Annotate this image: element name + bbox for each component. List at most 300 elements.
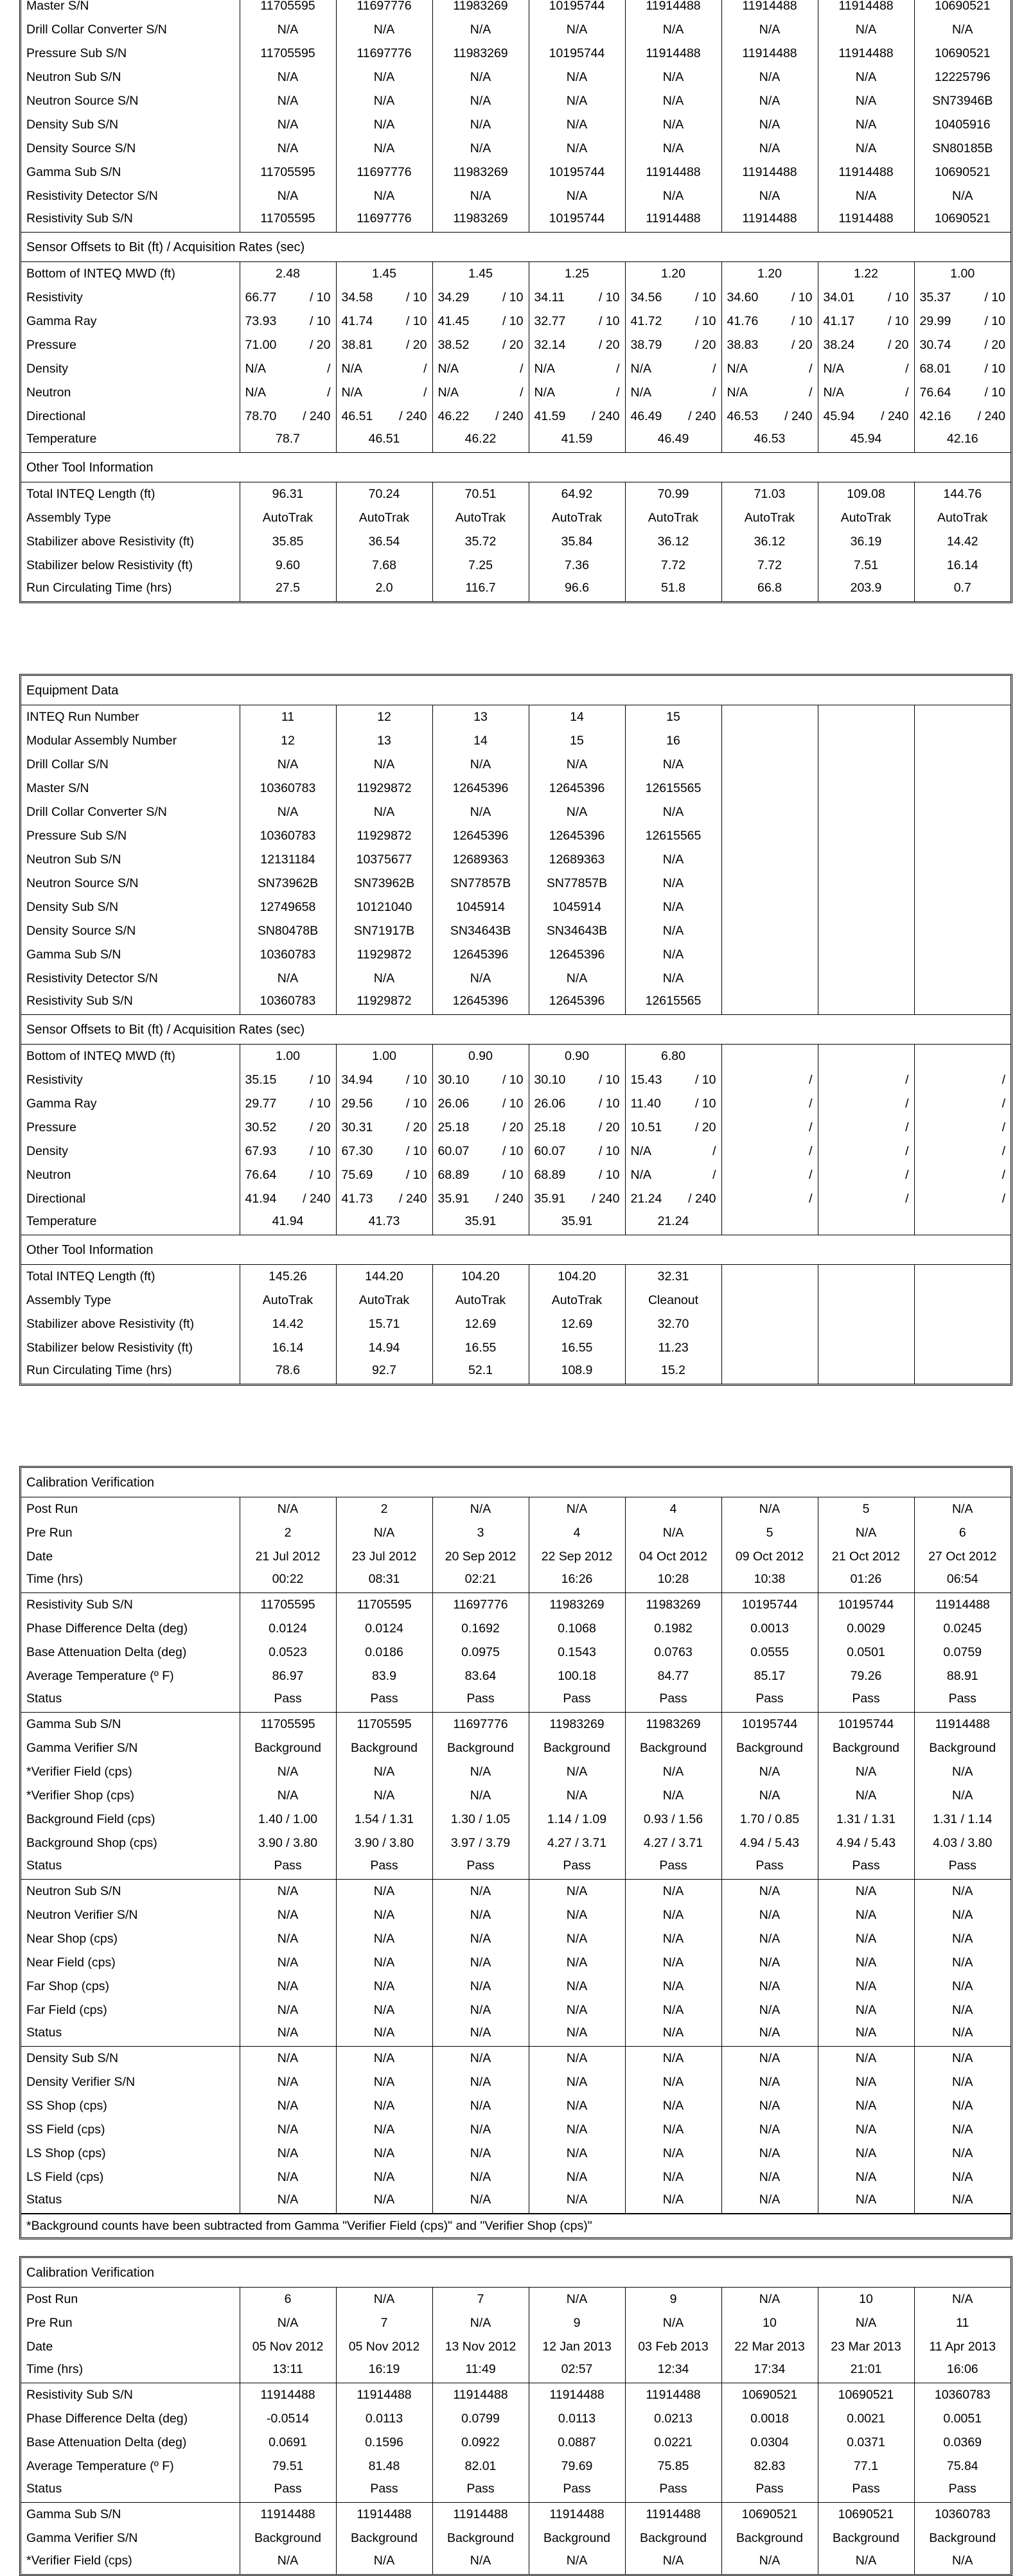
table-cell: N/A	[336, 2288, 432, 2311]
table-cell: 7.72	[721, 554, 818, 578]
table-cell: N/A	[914, 2166, 1011, 2189]
table-cell: N/A	[240, 2166, 336, 2189]
table-cell	[240, 1163, 336, 1187]
table-cell: N/A	[818, 1521, 914, 1545]
table-cell	[818, 381, 914, 405]
table-row	[21, 2455, 1011, 2478]
row-label: *Verifier Shop (cps)	[26, 1788, 134, 1803]
table-cell: 4.03 / 3.80	[914, 1831, 1011, 1855]
table-cell: 16	[625, 729, 721, 753]
rate-group	[406, 338, 427, 353]
table-cell	[914, 991, 1011, 1014]
table-group	[21, 1265, 1011, 1384]
table-cell: 0.1692	[432, 1617, 529, 1641]
value-rate-pair	[433, 338, 529, 353]
value-rate-pair	[722, 1168, 818, 1183]
offset-value: 34.29	[437, 290, 470, 304]
table-cell: 77.1	[818, 2455, 914, 2478]
table-cell: 3	[432, 1521, 529, 1545]
table-cell: N/A	[529, 2118, 625, 2142]
table-cell: 11914488	[721, 161, 818, 184]
row-label: Average Temperature (º F)	[26, 1669, 174, 1683]
rate-group	[688, 1192, 716, 1206]
table-row	[21, 1927, 1011, 1951]
value-rate-pair	[915, 338, 1011, 353]
table-cell: N/A	[336, 1521, 432, 1545]
table-cell: SN34643B	[529, 919, 625, 943]
table-cell: N/A	[240, 2311, 336, 2335]
row-label: Total INTEQ Length (ft)	[26, 1269, 155, 1284]
table-cell: N/A	[529, 2550, 625, 2574]
table-cell: 0.0371	[818, 2431, 914, 2455]
value-rate-pair	[915, 362, 1011, 376]
table-cell	[721, 800, 818, 824]
table-cell: N/A	[625, 1784, 721, 1808]
rate-separator: /	[309, 1144, 313, 1158]
table-cell: 7.25	[432, 554, 529, 578]
table-cell: Background	[432, 2527, 529, 2550]
table-cell: 05 Nov 2012	[336, 2335, 432, 2359]
row-label: Phase Difference Delta (deg)	[26, 1621, 188, 1636]
table-cell: N/A	[914, 2047, 1011, 2070]
rate-group	[791, 290, 813, 305]
rate-group	[592, 409, 619, 424]
table-cell	[432, 286, 529, 310]
table-cell: 10690521	[721, 2383, 818, 2407]
table-cell	[432, 1116, 529, 1140]
table-cell: 46.51	[336, 428, 432, 452]
table-cell: 9.60	[240, 554, 336, 578]
table-row	[21, 2478, 1011, 2502]
rate-value: 10	[509, 1168, 524, 1182]
table-cell: 82.83	[721, 2455, 818, 2478]
row-label: Time (hrs)	[26, 2362, 84, 2376]
rate-group	[905, 1144, 908, 1159]
table-cell: N/A	[721, 1975, 818, 1998]
rate-separator: /	[809, 1073, 813, 1087]
table-cell	[721, 310, 818, 333]
row-label: Stabilizer above Resistivity (ft)	[26, 1317, 195, 1331]
table-cell	[336, 1092, 432, 1116]
value-rate-pair	[240, 314, 336, 329]
table-cell	[818, 1360, 914, 1384]
table-cell: AutoTrak	[914, 506, 1011, 530]
offset-value: 30.52	[245, 1120, 277, 1134]
table-cell	[721, 405, 818, 428]
rate-separator: /	[327, 362, 331, 376]
row-label: Status	[26, 1858, 62, 1873]
table-cell	[914, 1289, 1011, 1312]
table-cell	[914, 919, 1011, 943]
table-cell: N/A	[529, 1497, 625, 1521]
offset-value: 78.70	[245, 409, 277, 423]
table-cell: 96.31	[240, 482, 336, 506]
table-cell: Pass	[240, 2478, 336, 2502]
table-row	[21, 1336, 1011, 1360]
table-cell: 11914488	[529, 2503, 625, 2527]
table-cell	[818, 967, 914, 991]
offset-value: N/A	[727, 362, 748, 376]
table-row	[21, 848, 1011, 872]
row-label: Density Source S/N	[26, 141, 136, 155]
table-cell: 13	[432, 705, 529, 729]
table-cell	[721, 1312, 818, 1336]
table-cell	[818, 777, 914, 800]
table-cell: 3.97 / 3.79	[432, 1831, 529, 1855]
row-label: Neutron Sub S/N	[26, 1884, 121, 1898]
table-cell: N/A	[818, 1927, 914, 1951]
table-cell: 4.94 / 5.43	[721, 1831, 818, 1855]
table-cell: 08:31	[336, 1569, 432, 1592]
offset-value: 46.49	[630, 409, 662, 423]
table-cell: 11705595	[240, 0, 336, 18]
rate-group	[599, 1144, 620, 1159]
table-row	[21, 1092, 1011, 1116]
rate-group	[1002, 1144, 1005, 1159]
offset-value: 35.15	[245, 1073, 277, 1087]
table-row	[21, 1664, 1011, 1688]
table-cell: N/A	[818, 113, 914, 137]
table-cell: 10690521	[721, 2503, 818, 2527]
table-cell: N/A	[625, 113, 721, 137]
rate-group	[599, 1073, 620, 1088]
rate-group	[406, 1097, 427, 1111]
table-cell	[721, 991, 818, 1014]
rate-separator: /	[694, 1097, 699, 1111]
table-cell: N/A	[818, 2550, 914, 2574]
rate-separator: /	[502, 1144, 506, 1158]
table-cell: 10690521	[914, 0, 1011, 18]
row-label: Far Field (cps)	[26, 2003, 107, 2017]
table-cell	[818, 1092, 914, 1116]
offset-value: 42.16	[919, 409, 951, 423]
table-cell	[625, 333, 721, 357]
row-label: Resistivity Sub S/N	[26, 1598, 133, 1612]
table-cell: N/A	[432, 2094, 529, 2118]
value-rate-pair	[818, 1168, 914, 1183]
section-title: Equipment Data	[21, 676, 1011, 705]
value-rate-pair	[915, 314, 1011, 329]
table-cell: N/A	[240, 1903, 336, 1927]
row-label: Gamma Ray	[26, 1097, 97, 1111]
table-cell: N/A	[625, 800, 721, 824]
table-row	[21, 1784, 1011, 1808]
table-cell: N/A	[432, 2047, 529, 2070]
footnote: *Background counts have been subtracted from Gamma "Verifier Field (cps)" and "Verifier Shop (cps)"	[21, 2214, 1011, 2237]
offset-value: N/A	[630, 385, 652, 400]
table-cell: N/A	[529, 1880, 625, 1903]
rate-group	[406, 1120, 427, 1135]
rate-separator: /	[1002, 1192, 1005, 1206]
table-cell	[721, 1045, 818, 1068]
rate-separator: /	[309, 1097, 313, 1111]
value-rate-pair	[818, 1097, 914, 1111]
offset-value: 21.24	[630, 1192, 662, 1206]
rate-value: 10	[509, 314, 524, 328]
table-cell: 0.0975	[432, 1641, 529, 1664]
value-rate-pair	[433, 409, 529, 424]
table-row	[21, 991, 1011, 1014]
table-row	[21, 1975, 1011, 1998]
row-label: LS Shop (cps)	[26, 2146, 106, 2160]
table-cell: 23 Jul 2012	[336, 1545, 432, 1569]
table-cell: N/A	[625, 2070, 721, 2094]
table-cell: 10195744	[721, 1713, 818, 1736]
table-cell: N/A	[336, 2550, 432, 2574]
table-cell: N/A	[432, 184, 529, 208]
table-cell	[625, 1092, 721, 1116]
rate-group	[502, 1097, 524, 1111]
table-cell: N/A	[529, 2094, 625, 2118]
table-cell: Pass	[529, 1855, 625, 1879]
row-label: Pressure	[26, 338, 77, 352]
rate-separator: /	[598, 290, 603, 304]
table-cell: N/A	[818, 184, 914, 208]
table-cell	[914, 310, 1011, 333]
table-cell: 15.71	[336, 1312, 432, 1336]
table-cell: N/A	[529, 1903, 625, 1927]
value-rate-pair	[529, 1144, 625, 1159]
value-rate-pair	[722, 409, 818, 424]
rate-value: 20	[412, 1120, 427, 1134]
table-cell: 11705595	[336, 1713, 432, 1736]
data-table	[21, 2383, 1011, 2502]
data-table	[21, 0, 1011, 232]
table-cell	[721, 1187, 818, 1211]
rate-value: 20	[702, 1120, 716, 1134]
rate-group	[905, 1097, 908, 1111]
table-cell: 16.55	[432, 1336, 529, 1360]
value-rate-pair	[915, 1097, 1011, 1111]
table-cell: N/A	[336, 137, 432, 161]
table-cell: 10360783	[240, 991, 336, 1014]
rate-group	[327, 385, 330, 400]
table-cell: N/A	[721, 1880, 818, 1903]
rate-group	[784, 409, 812, 424]
table-cell: 11983269	[432, 208, 529, 232]
rate-separator: /	[905, 1120, 909, 1134]
table-cell: 35.84	[529, 530, 625, 554]
row-label: Bottom of INTEQ MWD (ft)	[26, 267, 175, 281]
table-cell: 11983269	[432, 161, 529, 184]
table-row	[21, 333, 1011, 357]
table-cell: N/A	[336, 1951, 432, 1975]
rate-group	[599, 338, 620, 353]
table-row	[21, 208, 1011, 232]
table-cell: 7.36	[529, 554, 625, 578]
rate-separator: /	[502, 1073, 506, 1087]
offset-value: 46.53	[727, 409, 759, 423]
calibration-verification-section-1	[19, 1466, 1012, 2239]
rate-separator: /	[905, 1144, 909, 1158]
table-cell: N/A	[240, 2070, 336, 2094]
offset-value: N/A	[630, 1168, 652, 1182]
table-cell: N/A	[721, 113, 818, 137]
value-rate-pair	[915, 1120, 1011, 1135]
table-cell: 35.91	[529, 1211, 625, 1235]
table-cell: Background	[336, 1736, 432, 1760]
offset-value: N/A	[437, 362, 459, 376]
table-cell: 0.0799	[432, 2407, 529, 2431]
table-cell	[529, 1092, 625, 1116]
table-row	[21, 1998, 1011, 2022]
table-cell: 11705595	[240, 42, 336, 66]
table-row	[21, 18, 1011, 42]
table-cell: N/A	[625, 2311, 721, 2335]
offset-value: 35.37	[919, 290, 951, 304]
row-label: Neutron Verifier S/N	[26, 1908, 138, 1922]
table-cell: 3.90 / 3.80	[240, 1831, 336, 1855]
table-cell	[818, 286, 914, 310]
table-row	[21, 2142, 1011, 2166]
table-cell: 11	[240, 705, 336, 729]
table-cell: N/A	[914, 2070, 1011, 2094]
table-cell: N/A	[914, 1880, 1011, 1903]
table-cell: 0.0523	[240, 1641, 336, 1664]
row-label: Base Attenuation Delta (deg)	[26, 2435, 187, 2449]
table-cell: N/A	[432, 967, 529, 991]
table-cell: N/A	[625, 753, 721, 777]
rate-group	[978, 409, 1005, 424]
row-label: Drill Collar S/N	[26, 757, 109, 772]
rate-separator: /	[405, 314, 410, 328]
table-cell: N/A	[818, 66, 914, 89]
table-cell: 4.94 / 5.43	[818, 1831, 914, 1855]
table-cell: 12131184	[240, 848, 336, 872]
table-row	[21, 2311, 1011, 2335]
rate-group	[791, 338, 813, 353]
table-cell	[914, 705, 1011, 729]
table-cell: N/A	[914, 2118, 1011, 2142]
rate-value: 20	[316, 1120, 331, 1134]
table-cell	[818, 943, 914, 967]
table-cell: 42.16	[914, 428, 1011, 452]
table-cell	[240, 405, 336, 428]
row-label: Pressure Sub S/N	[26, 46, 127, 60]
table-cell: N/A	[818, 2047, 914, 2070]
table-row	[21, 1855, 1011, 1879]
table-cell: N/A	[240, 89, 336, 113]
row-label: SS Field (cps)	[26, 2122, 105, 2137]
table-cell: N/A	[529, 1951, 625, 1975]
table-cell	[914, 800, 1011, 824]
rate-group	[809, 1168, 812, 1183]
rate-group	[406, 1073, 427, 1088]
table-cell: N/A	[432, 18, 529, 42]
table-cell: 35.72	[432, 530, 529, 554]
offset-value: N/A	[823, 385, 845, 400]
table-row	[21, 1045, 1011, 1068]
offset-value: 41.72	[630, 314, 662, 328]
table-cell: N/A	[818, 18, 914, 42]
rate-value: 10	[894, 314, 909, 328]
rate-group	[502, 1120, 524, 1135]
table-row	[21, 777, 1011, 800]
offset-value: 30.10	[534, 1073, 566, 1087]
table-cell: 21 Oct 2012	[818, 1545, 914, 1569]
table-cell: Pass	[240, 1855, 336, 1879]
row-label: Directional	[26, 1192, 86, 1206]
value-rate-pair	[915, 1192, 1011, 1206]
table-cell: N/A	[240, 2047, 336, 2070]
table-cell: 1.00	[914, 262, 1011, 286]
table-row	[21, 1497, 1011, 1521]
row-label: Neutron Source S/N	[26, 876, 139, 890]
rate-separator: /	[423, 385, 427, 400]
table-cell: 11 Apr 2013	[914, 2335, 1011, 2359]
rate-separator: /	[399, 409, 403, 423]
table-cell: N/A	[914, 1951, 1011, 1975]
row-label: Post Run	[26, 2292, 78, 2306]
rate-group	[888, 290, 909, 305]
value-rate-pair	[240, 1168, 336, 1183]
rate-value: 20	[702, 338, 716, 352]
table-cell: Pass	[625, 1855, 721, 1879]
offset-value: 41.17	[823, 314, 855, 328]
table-row	[21, 1163, 1011, 1187]
table-cell: 13 Nov 2012	[432, 2335, 529, 2359]
table-row	[21, 2335, 1011, 2359]
table-cell: 5	[818, 1497, 914, 1521]
value-rate-pair	[626, 1073, 721, 1088]
table-cell: N/A	[914, 1903, 1011, 1927]
table-cell: 0.1982	[625, 1617, 721, 1641]
table-cell: N/A	[818, 1951, 914, 1975]
offset-value: N/A	[245, 362, 267, 376]
table-cell: SN80185B	[914, 137, 1011, 161]
table-row	[21, 1211, 1011, 1235]
table-row	[21, 262, 1011, 286]
table-group	[21, 0, 1011, 233]
rate-group	[712, 1168, 716, 1183]
table-cell: 41.59	[529, 428, 625, 452]
rate-value: 10	[605, 1144, 620, 1158]
value-rate-pair	[818, 290, 914, 305]
table-cell: Pass	[721, 1688, 818, 1712]
row-label: Status	[26, 1691, 62, 1706]
table-cell: 75.85	[625, 2455, 721, 2478]
table-row	[21, 2094, 1011, 2118]
table-cell	[914, 729, 1011, 753]
table-cell	[240, 1116, 336, 1140]
row-label: Gamma Sub S/N	[26, 2507, 121, 2521]
row-label: Resistivity Sub S/N	[26, 2388, 133, 2402]
table-cell: Cleanout	[625, 1289, 721, 1312]
table-cell: N/A	[625, 137, 721, 161]
table-cell: 12689363	[529, 848, 625, 872]
table-cell: N/A	[625, 184, 721, 208]
row-label: Resistivity Detector S/N	[26, 971, 158, 985]
rate-separator: /	[784, 409, 788, 423]
rate-separator: /	[905, 1073, 909, 1087]
table-cell: 0.90	[432, 1045, 529, 1068]
table-cell	[818, 991, 914, 1014]
value-rate-pair	[626, 385, 721, 400]
rate-group	[502, 290, 524, 305]
table-row	[21, 2070, 1011, 2094]
table-cell: N/A	[914, 1784, 1011, 1808]
table-cell: 11914488	[240, 2503, 336, 2527]
row-label: Assembly Type	[26, 1293, 111, 1307]
value-rate-pair	[626, 290, 721, 305]
table-cell: 145.26	[240, 1265, 336, 1289]
rate-separator: /	[592, 1192, 596, 1206]
offset-value: N/A	[823, 362, 845, 376]
table-cell: 11705595	[240, 1593, 336, 1617]
table-cell: 11914488	[625, 42, 721, 66]
rate-separator: /	[405, 1097, 410, 1111]
offset-value: 45.94	[823, 409, 855, 423]
